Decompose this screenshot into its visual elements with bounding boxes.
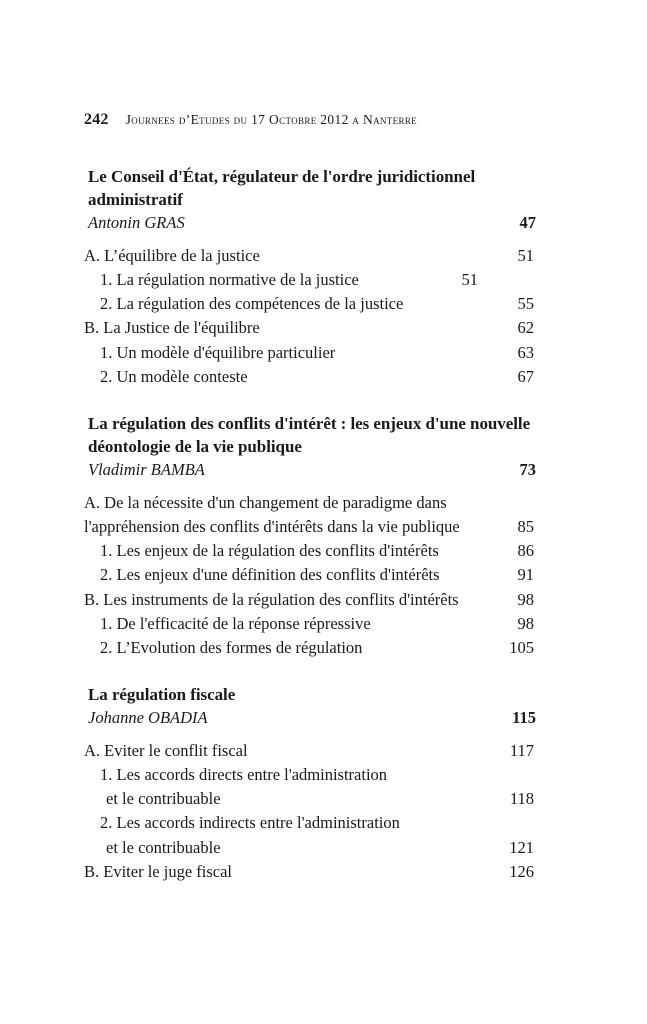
- toc-section-label: B. Eviter le juge fiscal: [84, 861, 232, 881]
- toc-section-list: [84, 491, 536, 661]
- toc-entry-author: Vladimir BAMBA: [88, 459, 205, 479]
- toc-section-label: A. De la nécessite d'un changement de paradigme dans: [84, 492, 447, 512]
- toc-section-page-number: 85: [517, 516, 534, 536]
- toc-section-page-number: 86: [517, 541, 534, 561]
- toc-section-label: 1. La régulation normative de la justice: [100, 269, 359, 289]
- toc-section-row[interactable]: [84, 836, 536, 860]
- toc-section-label: B. Les instruments de la régulation des conflits d'intérêts: [84, 589, 459, 609]
- toc-section-list: [84, 739, 536, 885]
- toc-section-label: 2. Les enjeux d'une définition des conflits d'intérêts: [100, 565, 440, 585]
- toc-entry-author: Johanne OBADIA: [88, 707, 208, 727]
- toc-section-page-number: 62: [517, 318, 534, 338]
- toc-entry-author-row: [84, 708, 536, 728]
- toc-entry-page-number[interactable]: 47: [519, 212, 536, 232]
- toc-section-row[interactable]: [84, 491, 536, 515]
- toc-section-page-number: 98: [517, 589, 534, 609]
- toc-section-row[interactable]: [84, 588, 536, 612]
- toc-section-label: et le contribuable: [106, 837, 221, 857]
- toc-entry-author-row: [84, 460, 536, 480]
- toc-section-row[interactable]: [84, 316, 536, 340]
- toc-section-page-number: 118: [509, 789, 534, 809]
- toc-section-row[interactable]: [84, 860, 536, 884]
- toc-entry-author: Antonin GRAS: [88, 212, 185, 232]
- toc-section-row[interactable]: [84, 244, 536, 268]
- toc-section-label: A. Eviter le conflit fiscal: [84, 740, 248, 760]
- toc-entry-page-number[interactable]: 73: [519, 459, 536, 479]
- toc-section-row[interactable]: [84, 341, 536, 365]
- toc-entry-title[interactable]: La régulation des conflits d'intérêt : les enjeux d'une nouvelle déontologie de la vie publique: [88, 414, 531, 457]
- toc-entry-title[interactable]: La régulation fiscale: [88, 685, 236, 705]
- toc-section-label: 1. De l'efficacité de la réponse répressive: [100, 613, 371, 633]
- toc-section-list: [84, 244, 536, 390]
- toc-section-page-number: 117: [509, 740, 534, 760]
- toc-section-row[interactable]: [84, 365, 536, 389]
- toc-section-page-number: 91: [517, 565, 534, 585]
- toc-section-label: 2. La régulation des compétences de la justice: [100, 294, 404, 314]
- toc-section-label: 2. Un modèle conteste: [100, 366, 248, 386]
- toc-section-row[interactable]: [84, 763, 536, 787]
- toc-section-page-number: 51: [517, 245, 534, 265]
- toc-section-row[interactable]: [84, 292, 536, 316]
- toc-section-page-number: 98: [517, 613, 534, 633]
- toc-entry: [84, 412, 536, 660]
- toc-section-label: et le contribuable: [106, 789, 221, 809]
- toc-section-label: 2. L’Evolution des formes de régulation: [100, 638, 363, 658]
- toc-section-label: 1. Les enjeux de la régulation des conflits d'intérêts: [100, 541, 439, 561]
- toc-section-row[interactable]: [84, 563, 536, 587]
- toc-section-page-number: 67: [517, 366, 534, 386]
- toc-section-label: l'appréhension des conflits d'intérêts dans la vie publique: [84, 516, 460, 536]
- toc-section-page-number: 126: [509, 861, 534, 881]
- running-header: [84, 111, 417, 129]
- toc-entry: [84, 165, 536, 389]
- toc-section-row[interactable]: [84, 612, 536, 636]
- toc-section-row[interactable]: [84, 739, 536, 763]
- toc-section-row[interactable]: [84, 811, 536, 835]
- toc-section-page-number: 63: [517, 342, 534, 362]
- toc-section-label: 2. Les accords indirects entre l'administration: [100, 813, 400, 833]
- toc-section-label: A. L’équilibre de la justice: [84, 245, 260, 265]
- toc-section-page-number: 55: [517, 294, 534, 314]
- toc-section-page-number: 121: [509, 837, 534, 857]
- toc-section-label: B. La Justice de l'équilibre: [84, 318, 260, 338]
- toc-section-row[interactable]: [84, 268, 536, 292]
- toc-section-row[interactable]: [84, 787, 536, 811]
- page-folio-number: 242: [84, 111, 109, 128]
- toc-section-label: 1. Les accords directs entre l'administration: [100, 764, 388, 784]
- table-of-contents: [84, 165, 536, 884]
- toc-entry-page-number[interactable]: 115: [512, 707, 536, 727]
- toc-section-row[interactable]: [84, 636, 536, 660]
- toc-entry-author-row: [84, 213, 536, 233]
- toc-section-page-number: 105: [509, 638, 534, 658]
- toc-entry: [84, 683, 536, 884]
- toc-section-page-number: 51: [461, 269, 478, 289]
- toc-section-row[interactable]: [84, 515, 536, 539]
- toc-section-label: 1. Un modèle d'équilibre particulier: [100, 342, 336, 362]
- running-header-title: Journees d’Etudes du 17 Octobre 2012 a Nanterre: [125, 112, 418, 127]
- toc-section-row[interactable]: [84, 539, 536, 563]
- toc-entry-title[interactable]: Le Conseil d'État, régulateur de l'ordre juridictionnel administratif: [88, 167, 476, 210]
